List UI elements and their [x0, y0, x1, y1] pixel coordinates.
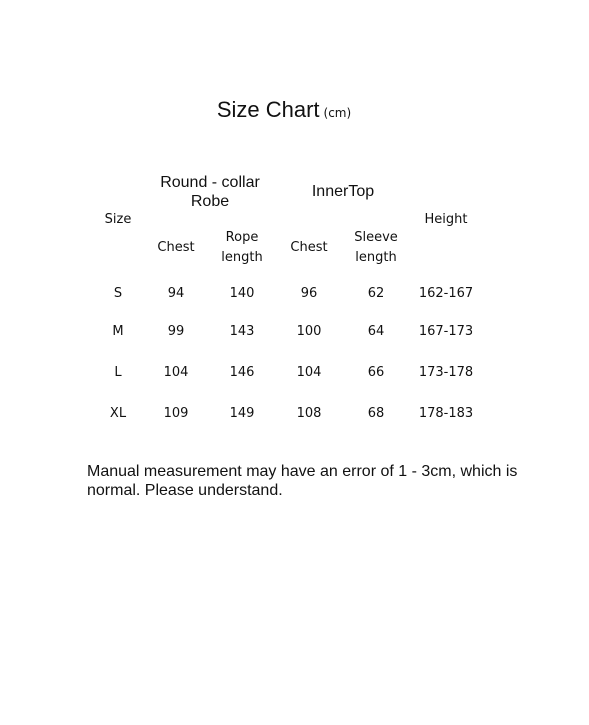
table-row-top-sleeve: 68: [367, 406, 385, 421]
table-row-robe-length: 146: [229, 365, 255, 380]
top-sleeve-header-line1: Sleeve: [354, 230, 398, 245]
table-row-height: 178-183: [418, 406, 474, 421]
robe-chest-header: Chest: [157, 240, 195, 255]
size-column-header: Size: [104, 212, 132, 227]
table-row-robe-chest: 99: [167, 324, 185, 339]
height-column-header: Height: [424, 212, 468, 227]
table-row-top-chest: 100: [296, 324, 322, 339]
table-row-size: XL: [109, 406, 127, 421]
measurement-note: Manual measurement may have an error of 1 - 3cm, which is normal. Please understand.: [87, 463, 518, 499]
innertop-group-label: InnerTop: [311, 183, 375, 200]
unit-label: (cm): [323, 106, 352, 120]
table-row-top-chest: 108: [296, 406, 322, 421]
table-row-height: 173-178: [418, 365, 474, 380]
table-row-size: L: [114, 365, 122, 380]
table-row-top-chest: 96: [300, 286, 318, 301]
table-row-top-sleeve: 66: [367, 365, 385, 380]
table-row-robe-length: 149: [229, 406, 255, 421]
top-sleeve-header-line2: length: [355, 250, 397, 265]
table-row-size: S: [113, 286, 123, 301]
robe-length-header-line1: Rope: [225, 230, 259, 245]
table-row-top-sleeve: 64: [367, 324, 385, 339]
table-row-robe-length: 143: [229, 324, 255, 339]
table-row-size: M: [112, 324, 124, 339]
top-chest-header: Chest: [290, 240, 328, 255]
table-row-height: 167-173: [418, 324, 474, 339]
table-row-robe-chest: 109: [163, 406, 189, 421]
robe-length-header-line2: length: [221, 250, 263, 265]
table-row-top-sleeve: 62: [367, 286, 385, 301]
table-row-height: 162-167: [418, 286, 474, 301]
robe-group-line2: Robe: [190, 193, 230, 210]
robe-length-header: [212, 228, 272, 268]
size-chart-title: [0, 97, 568, 123]
robe-group-header: [150, 173, 270, 211]
table-row-robe-chest: 94: [167, 286, 185, 301]
table-row-robe-length: 140: [229, 286, 255, 301]
table-row-robe-chest: 104: [163, 365, 189, 380]
innertop-group-header: [293, 182, 393, 201]
table-row-top-chest: 104: [296, 365, 322, 380]
top-sleeve-header: [346, 228, 406, 268]
robe-group-line1: Round - collar: [160, 174, 260, 191]
title-text: Size Chart: [216, 97, 320, 122]
